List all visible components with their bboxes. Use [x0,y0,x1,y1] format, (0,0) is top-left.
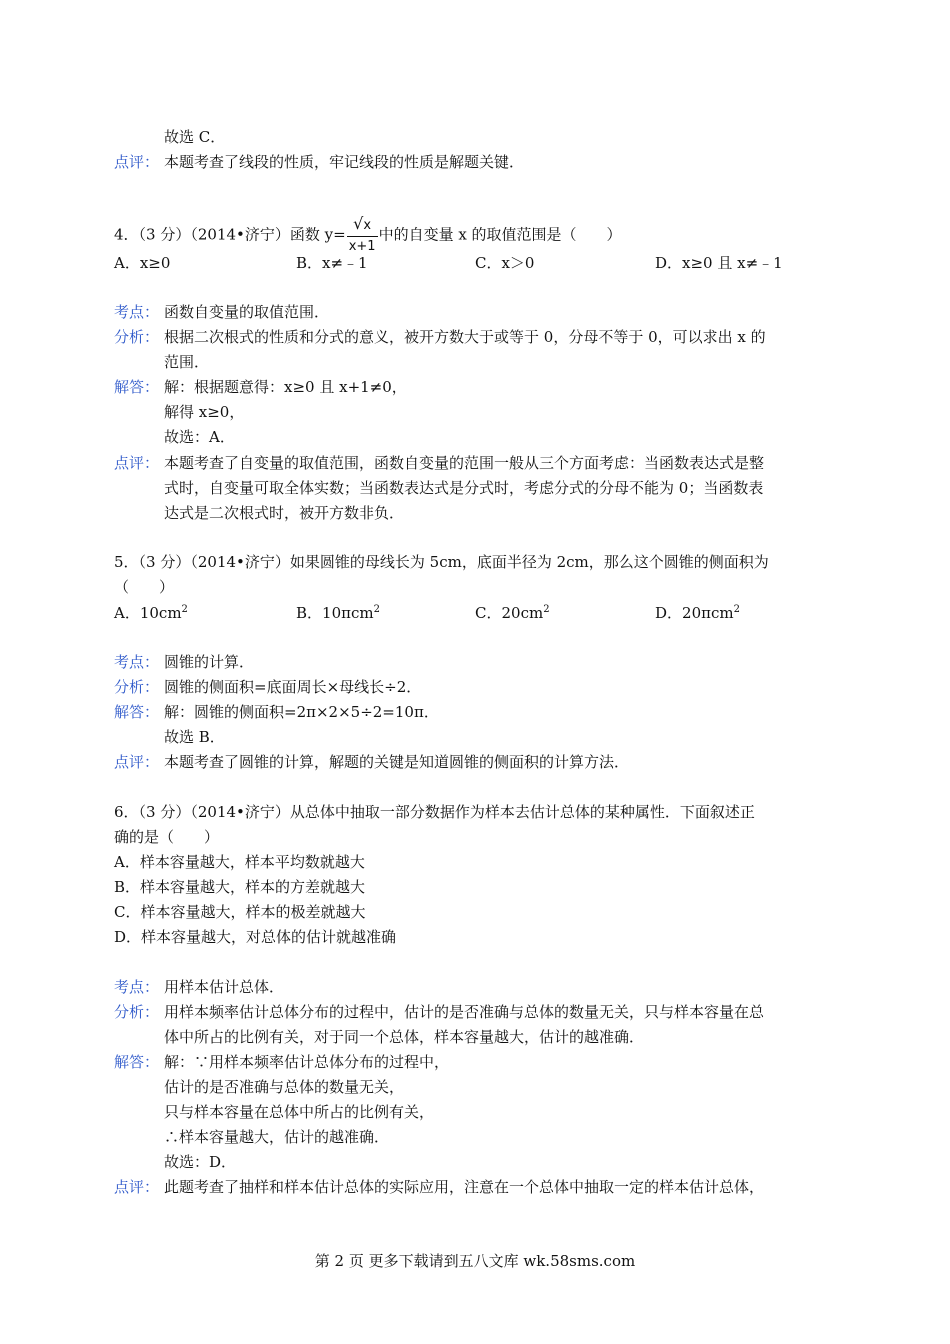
q5-jieda-1: 解：圆锥的侧面积=2π×2×5÷2=10π． [164,703,439,721]
prev-answer: 故选 C． [164,128,226,146]
q5-kaodian: 圆锥的计算． [164,653,255,671]
q4-fenxi-1: 根据二次根式的性质和分式的意义，被开方数大于或等于 0，分母不等于 0，可以求出 x 的 [164,328,766,346]
q6-kaodian-label: 考点： [114,978,160,996]
q5-option-b [296,603,380,623]
q5-jieda-2: 故选 B． [164,728,225,746]
q5-jieda-label: 解答： [114,703,160,721]
q5-dianping: 本题考查了圆锥的计算，解题的关键是知道圆锥的侧面积的计算方法． [164,753,630,771]
q5-option-c [475,603,550,623]
q5-kaodian-label: 考点： [114,653,160,671]
q6-jieda-3: 只与样本容量在总体中所占的比例有关， [164,1103,435,1121]
prev-review-label: 点评： [114,153,160,171]
q6-option-c: C．样本容量越大，样本的极差就越大 [114,903,366,921]
q6-fenxi-label: 分析： [114,1003,160,1021]
q4-fenxi-label: 分析： [114,328,160,346]
q6-kaodian: 用样本估计总体． [164,978,285,996]
q5-fenxi: 圆锥的侧面积=底面周长×母线长÷2． [164,678,422,696]
q4-jieda-3: 故选：A． [164,428,235,446]
q6-jieda-1: 解：∵用样本频率估计总体分布的过程中， [164,1053,450,1071]
q4-dianping-label: 点评： [114,454,160,472]
q6-option-a: A．样本容量越大，样本平均数就越大 [114,853,365,871]
q5-fenxi-label: 分析： [114,678,160,696]
q6-stem-1: 6．（3 分）（2014•济宁）从总体中抽取一部分数据作为样本去估计总体的某种属性．下面叙述正 [114,803,755,821]
q4-stem-b: 中的自变量 x 的取值范围是（ ） [378,225,622,244]
q5-option-b-text: B．10πcm [296,604,374,622]
q6-jieda-2: 估计的是否准确与总体的数量无关， [164,1078,405,1096]
q4-dianping-1: 本题考查了自变量的取值范围，函数自变量的范围一般从三个方面考虑：当函数表达式是整 [164,454,765,472]
q6-jieda-label: 解答： [114,1053,160,1071]
q5-stem-2: （ ） [114,578,175,596]
q4-dianping-3: 达式是二次根式时，被开方数非负． [164,504,405,522]
q4-option-c: C．x＞0 [475,254,535,272]
prev-review-text: 本题考查了线段的性质，牢记线段的性质是解题关键． [164,153,525,171]
q5-option-c-sup: 2 [543,604,550,615]
q6-fenxi-2: 体中所占的比例有关，对于同一个总体，样本容量越大，估计的越准确． [164,1028,645,1046]
q4-frac-den: x+1 [348,239,376,254]
q6-option-d: D．样本容量越大，对总体的估计就越准确 [114,928,397,946]
q4-jieda-1: 解：根据题意得：x≥0 且 x+1≠0， [164,378,407,396]
q4-kaodian: 函数自变量的取值范围． [164,303,330,321]
q4-jieda-label: 解答： [114,378,160,396]
q6-jieda-4: ∴样本容量越大，估计的越准确． [164,1128,390,1146]
sqrt-symbol: √ [353,214,364,233]
q5-option-d [655,603,740,623]
q6-jieda-5: 故选：D． [164,1153,237,1171]
q5-option-a-sup: 2 [181,604,188,615]
q4-dianping-2: 式时，自变量可取全体实数；当函数表达式是分式时，考虑分式的分母不能为 0；当函数表 [164,479,764,497]
q6-option-b: B．样本容量越大，样本的方差就越大 [114,878,366,896]
q4-option-a: A．x≥0 [114,254,171,272]
q5-option-c-text: C．20cm [475,604,544,622]
q5-dianping-label: 点评： [114,753,160,771]
q6-stem-2: 确的是（ ） [114,828,220,846]
q5-stem-1: 5．（3 分）（2014•济宁）如果圆锥的母线长为 5cm，底面半径为 2cm，那么这个圆锥的侧面积为 [114,553,769,571]
q5-option-b-sup: 2 [373,604,380,615]
q4-stem-a: 4．（3 分）（2014•济宁）函数 y= [114,225,346,244]
q5-option-a-text: A．10cm [114,604,182,622]
q6-dianping-label: 点评： [114,1178,160,1196]
q4-fraction [347,214,378,257]
q4-kaodian-label: 考点： [114,303,160,321]
q6-fenxi-1: 用样本频率估计总体分布的过程中，估计的是否准确与总体的数量无关，只与样本容量在总 [164,1003,765,1021]
q5-option-d-sup: 2 [733,604,740,615]
q5-option-a [114,603,188,623]
q6-dianping: 此题考查了抽样和样本估计总体的实际应用，注意在一个总体中抽取一定的样本估计总体， [164,1178,765,1196]
page-footer: 第 2 页 更多下载请到五八文库 wk.58sms.com [314,1252,636,1270]
q4-fenxi-2: 范围． [164,353,210,371]
q5-option-d-text: D．20πcm [655,604,734,622]
q4-jieda-2: 解得 x≥0， [164,403,245,421]
q4-stem [114,214,622,257]
q4-frac-num: x [363,218,372,233]
q4-option-d: D．x≥0 且 x≠﹣1 [655,254,783,272]
q4-option-b: B．x≠﹣1 [296,254,368,272]
